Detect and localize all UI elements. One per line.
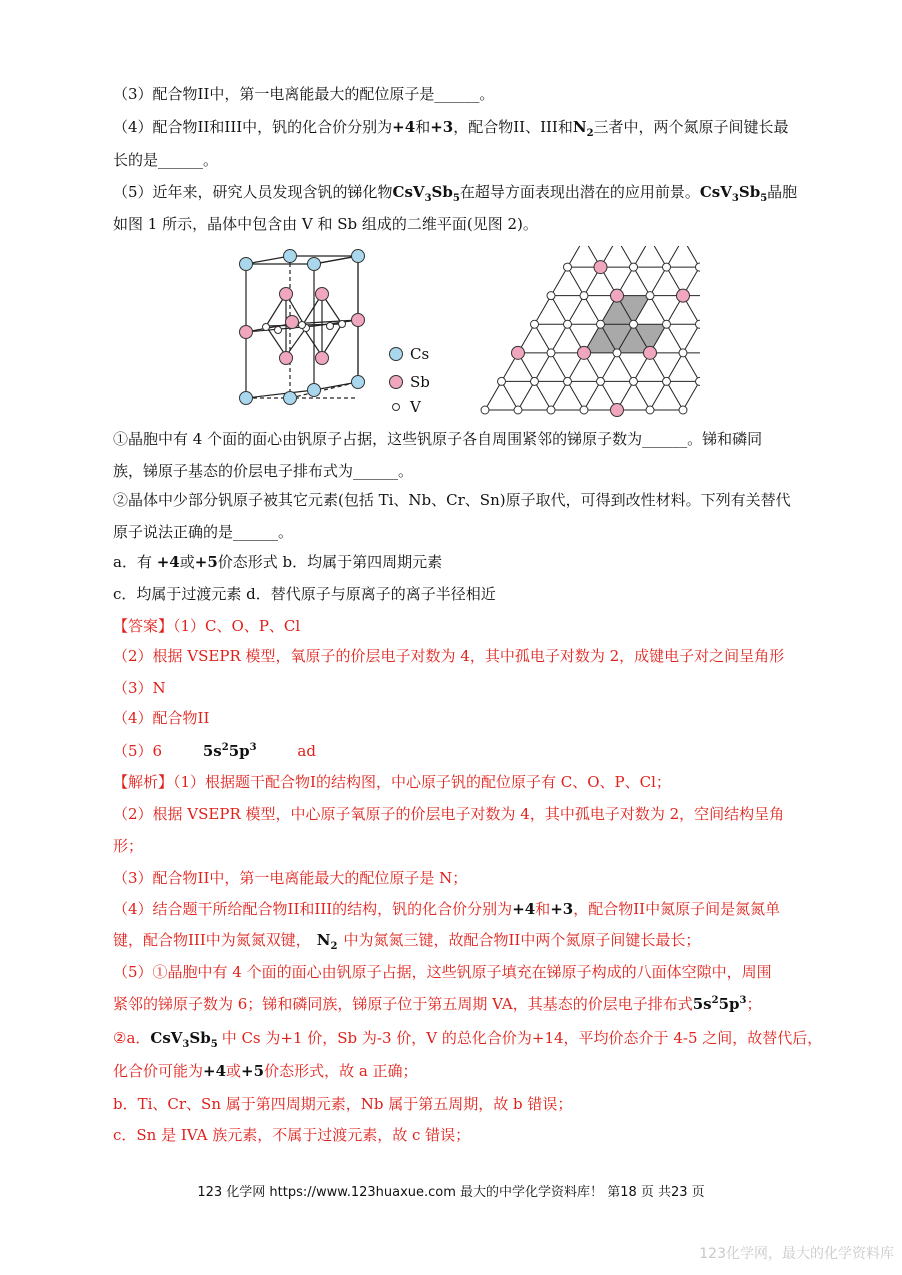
page-footer: 123 化学网 https://www.123huaxue.com 最大的中学化学资料库！ 第18 页 共23 页: [197, 1185, 705, 1200]
question-5-1-line-1: ①晶胞中有 4 个面的面心由钒原子占据，这些钒原子各自周围紧邻的锑原子数为______。锑和磷同: [113, 430, 763, 448]
sb-atom: [644, 346, 657, 359]
legend-v-label: V: [410, 398, 421, 416]
analysis-tag: 【解析】: [113, 773, 174, 791]
cs-atom: [352, 250, 365, 263]
v-atom: [275, 327, 282, 334]
formula-csv3sb5: $CsV_3Sb_5$: [699, 183, 768, 204]
analysis-6-line-2: 化合价可能为+4或+5价态形式，故 a 正确；: [113, 1062, 418, 1080]
legend-cs-label: Cs: [410, 345, 430, 363]
question-4-line-1: （4）配合物II和III中，钒的化合价分别为+4和+3，配合物II、III和$N_2$三者中，两个氮原子间键长最: [113, 118, 789, 139]
legend: [390, 345, 430, 416]
cs-atom: [240, 392, 253, 405]
sb-atom: [578, 346, 591, 359]
v-atom: [630, 263, 638, 271]
sb-atom: [352, 314, 365, 327]
valence-config: $5s^25p^3$: [692, 995, 747, 1013]
sb-atom: [512, 346, 525, 359]
v-atom: [498, 377, 506, 385]
v-atom: [580, 406, 588, 414]
v-atom: [597, 377, 605, 385]
legend-v-swatch: [393, 404, 400, 411]
answer-5: （5）6 $5s^25p^3$ ad: [113, 742, 316, 760]
v-atom: [514, 406, 522, 414]
v-atom: [481, 406, 489, 414]
v-atom: [696, 377, 701, 385]
v-atom: [263, 324, 270, 331]
v-atom: [696, 320, 701, 328]
analysis-2-line-2: 形；: [113, 837, 144, 855]
analysis-6-line-1: ②a．$CsV_3Sb_5$ 中 Cs 为+1 价，Sb 为-3 价，V 的总化合价为+14，平均价态介于 4-5 之间，故替代后，: [113, 1029, 823, 1050]
sb-atom: [611, 289, 624, 302]
v-atom: [646, 292, 654, 300]
v-atom: [327, 323, 334, 330]
watermark: 123化学网，最大的化学资料库: [699, 1246, 894, 1262]
v-atom: [531, 377, 539, 385]
v-atom: [679, 349, 687, 357]
cs-atom: [240, 258, 253, 271]
analysis-5-line-1: （5）①晶胞中有 4 个面的面心由钒原子占据，这些钒原子填充在锑原子构成的八面体空隙中，周围: [113, 963, 772, 981]
crystal-structure-figure: [230, 246, 700, 424]
legend-cs-swatch: [390, 348, 403, 361]
answer-5-config: $5s^25p^3$: [202, 742, 257, 760]
v-atom: [597, 320, 605, 328]
question-5-2-line-1: ②晶体中少部分钒原子被其它元素(包括 Ti、Nb、Cr、Sn)原子取代，可得到改性材料。下列有关替代: [113, 491, 791, 509]
analysis-7: b．Ti、Cr、Sn 属于第四周期元素，Nb 属于第五周期，故 b 错误；: [113, 1095, 573, 1113]
v-atom: [547, 406, 555, 414]
question-5-line-2: 如图 1 所示，晶体中包含由 V 和 Sb 组成的二维平面(见图 2)。: [113, 215, 538, 233]
cs-atom: [352, 376, 365, 389]
v-atom: [564, 377, 572, 385]
answer-3: （3）N: [113, 679, 166, 697]
answer-4: （4）配合物II: [113, 709, 210, 727]
sb-atom: [240, 326, 253, 339]
lattice-bond: [535, 324, 585, 410]
analysis-3: （3）配合物II中，第一电离能最大的配位原子是 N；: [113, 869, 468, 887]
question-5-1-line-2: 族，锑原子基态的价层电子排布式为______。: [113, 462, 414, 480]
v-atom: [564, 263, 572, 271]
sb-atom: [316, 352, 329, 365]
cs-atom: [308, 384, 321, 397]
v-atom: [630, 377, 638, 385]
cs-atom: [284, 250, 297, 263]
v-atom: [580, 292, 588, 300]
lattice-bond: [502, 381, 519, 410]
v-atom: [547, 349, 555, 357]
legend-sb-label: Sb: [410, 373, 430, 391]
v-atom: [564, 320, 572, 328]
v-atom: [339, 321, 346, 328]
v-atom: [613, 349, 621, 357]
analysis-8: c．Sn 是 IVA 族元素，不属于过渡元素，故 c 错误；: [113, 1126, 471, 1144]
v-atom: [663, 320, 671, 328]
v-atom: [531, 320, 539, 328]
v-atom: [679, 406, 687, 414]
formula-csv3sb5: $CsV_3Sb_5$: [150, 1029, 218, 1050]
analysis-2-line-1: （2）根据 VSEPR 模型，中心原子氧原子的价层电子对数为 4，其中孤电子对数为 2，空间结构呈角: [113, 805, 785, 823]
v-atom: [299, 322, 306, 329]
analysis-4-line-2: 键，配合物III中为氮氮双键， $N_2$ 中为氮氮三键，故配合物II中两个氮原子间键长最长；: [113, 931, 701, 952]
v-atom: [646, 406, 654, 414]
sb-atom: [316, 288, 329, 301]
sb-atom: [280, 288, 293, 301]
option-a-b: a．有 +4或+5价态形式 b．均属于第四周期元素: [113, 553, 443, 571]
v-atom: [630, 320, 638, 328]
question-5-line-1: （5）近年来，研究人员发现含钒的锑化物$CsV_3Sb_5$在超导方面表现出潜在的应用前景。$CsV_3Sb_5$晶胞: [113, 183, 798, 204]
crystal-svg: [230, 246, 700, 424]
cs-atom: [308, 258, 321, 271]
analysis-4-line-1: （4）结合题干所给配合物II和III的结构，钒的化合价分别为+4和+3，配合物II中氮原子间是氮氮单: [113, 900, 781, 918]
lattice-bond: [683, 246, 700, 324]
n2-formula: $N_2$: [316, 931, 338, 952]
cs-atom: [284, 392, 297, 405]
legend-sb-swatch: [390, 376, 403, 389]
v-atom: [663, 377, 671, 385]
v-atom: [663, 263, 671, 271]
question-3: （3）配合物II中，第一电离能最大的配位原子是______。: [113, 85, 495, 103]
question-5-2-line-2: 原子说法正确的是______。: [113, 523, 294, 541]
answer-1: 【答案】（1）C、O、P、Cl: [113, 617, 301, 635]
option-c-d: c．均属于过渡元素 d．替代原子与原离子的离子半径相近: [113, 585, 496, 603]
formula-csv3sb5: $CsV_3Sb_5$: [392, 183, 460, 204]
question-4-line-2: 长的是______。: [113, 151, 219, 169]
kagome-lattice-figure-2: [481, 246, 700, 417]
unit-cell-atoms: [240, 250, 365, 405]
analysis-5-line-2: 紧邻的锑原子数为 6；锑和磷同族，锑原子位于第五周期 VA，其基态的价层电子排布式$5s^25p^3$；: [113, 995, 762, 1013]
sb-atom: [286, 316, 299, 329]
v-atom: [547, 292, 555, 300]
sb-atom: [677, 289, 690, 302]
n2-formula: $N_2$: [572, 118, 594, 139]
analysis-1: 【解析】（1）根据题干配合物I的结构图，中心原子钒的配位原子有 C、O、P、Cl；: [113, 773, 671, 791]
sb-atom: [611, 404, 624, 417]
v-atom: [696, 263, 701, 271]
answer-2: （2）根据 VSEPR 模型，氧原子的价层电子对数为 4，其中孤电子对数为 2，成键电子对之间呈角形: [113, 647, 785, 665]
sb-atom: [280, 352, 293, 365]
answer-tag: 【答案】: [113, 617, 174, 635]
sb-atom: [594, 261, 607, 274]
